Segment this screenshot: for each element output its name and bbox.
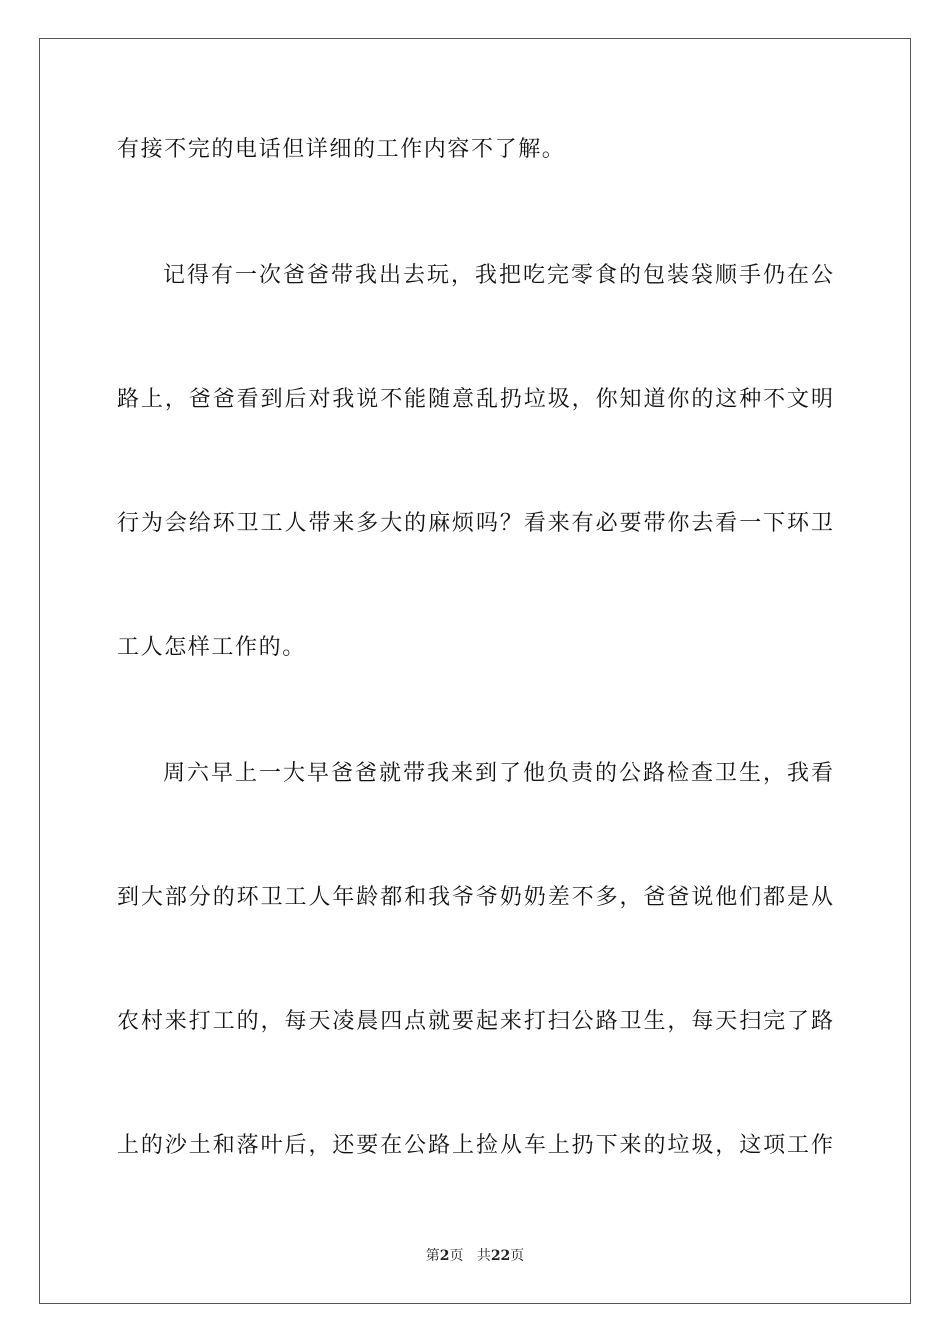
- page-border: [39, 38, 911, 1304]
- footer-total-pages: 22: [490, 1248, 511, 1264]
- footer-total-suffix: 页: [510, 1248, 525, 1264]
- paragraph-line: 上的沙土和落叶后，还要在公路上捡从车上扔下来的垃圾，这项工作: [117, 1133, 833, 1158]
- footer-page-suffix: 页: [449, 1248, 464, 1264]
- footer-total-prefix: 共: [476, 1248, 491, 1264]
- paragraph-line: 行为会给环卫工人带来多大的麻烦吗？看来有必要带你去看一下环卫: [117, 511, 833, 536]
- paragraph-line: 工人怎样工作的。: [117, 635, 306, 660]
- paragraph-line: 有接不完的电话但详细的工作内容不了解。: [117, 137, 566, 162]
- paragraph-line: 周六早上一大早爸爸就带我来到了他负责的公路检查卫生，我看: [163, 761, 833, 786]
- footer-page-number: 2: [439, 1248, 450, 1264]
- paragraph-line: 到大部分的环卫工人年龄都和我爷爷奶奶差不多，爸爸说他们都是从: [117, 885, 833, 910]
- footer-page-prefix: 第: [425, 1248, 440, 1264]
- paragraph-line: 路上，爸爸看到后对我说不能随意乱扔垃圾，你知道你的这种不文明: [117, 387, 833, 412]
- page-footer: [0, 1247, 950, 1265]
- paragraph-line: 农村来打工的，每天凌晨四点就要起来打扫公路卫生，每天扫完了路: [117, 1009, 833, 1034]
- paragraph-line: 记得有一次爸爸带我出去玩，我把吃完零食的包装袋顺手仍在公: [163, 263, 833, 288]
